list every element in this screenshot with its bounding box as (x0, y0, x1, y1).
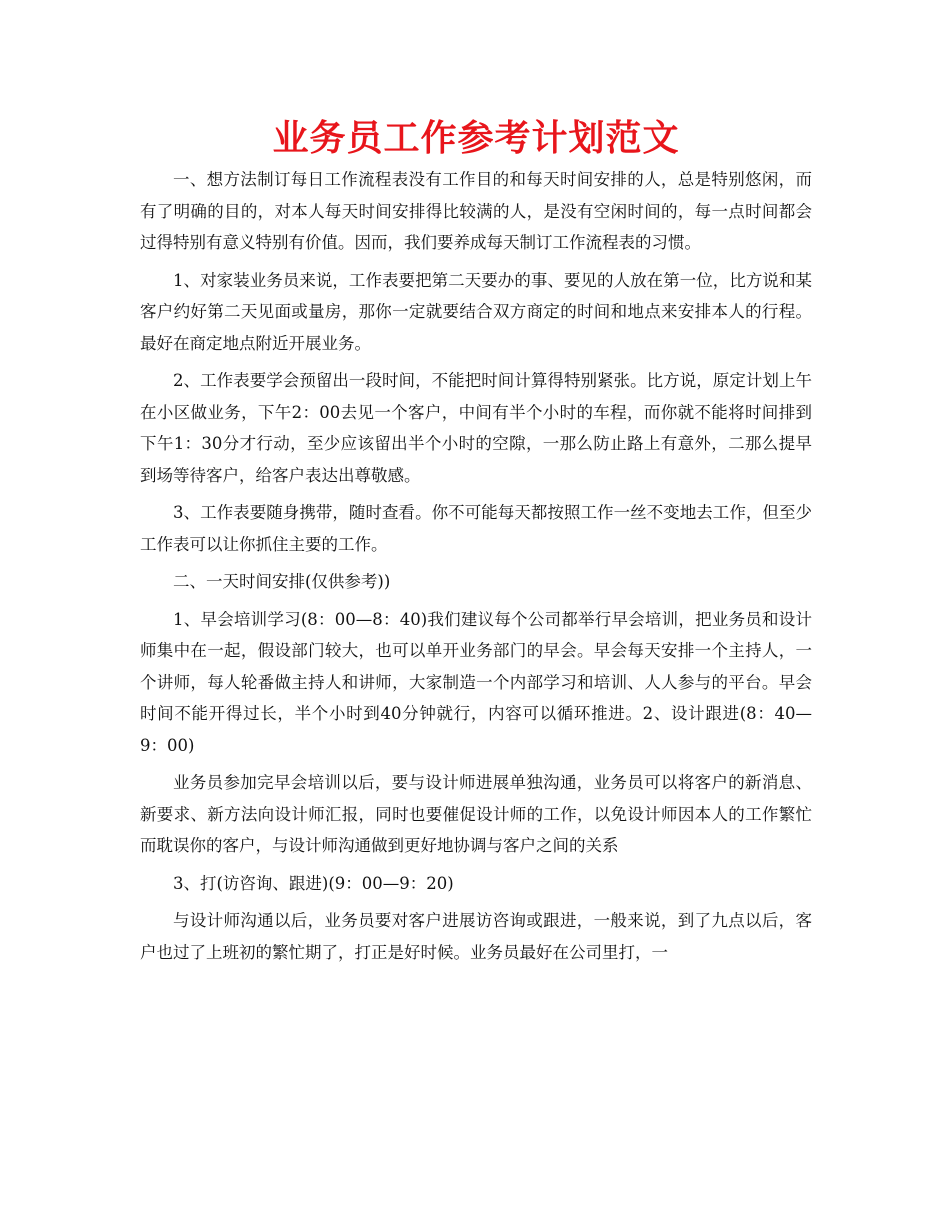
paragraph-8: 3、打(访咨询、跟进)(9：00—9：20) (173, 873, 454, 893)
paragraph-7: 业务员参加完早会培训以后，要与设计师进展单独沟通，业务员可以将客户的新消息、新要求、新方法向设计师汇报，同时也要催促设计师的工作，以免设计师因本人的工作繁忙而耽误你的客户，与设计师沟通做到更好地协调与客户之间的关系 (140, 773, 812, 855)
paragraph-1: 一、想方法制订每日工作流程表没有工作目的和每天时间安排的人，总是特别悠闲，而有了明确的目的，对本人每天时间安排得比较满的人，是没有空闲时间的，每一点时间都会过得特别有意义特别有价值。因而，我们要养成每天制订工作流程表的习惯。 (140, 170, 812, 252)
paragraph-3: 2、工作表要学会预留出一段时间，不能把时间计算得特别紧张。比方说，原定计划上午在小区做业务，下午2：00去见一个客户，中间有半个小时的车程，而你就不能将时间排到下午1：30分才行动，至少应该留出半个小时的空隙，一那么防止路上有意外，二那么提早到场等待客户，给客户表达出尊敬感。 (140, 371, 812, 485)
paragraph-5: 二、一天时间安排(仅供参考)) (173, 572, 391, 591)
paragraph-6: 1、早会培训学习(8：00—8：40)我们建议每个公司都举行早会培训，把业务员和设计师集中在一起，假设部门较大，也可以单开业务部门的早会。早会每天安排一个主持人，一个讲师，每人轮番做主持人和讲师，大家制造一个内部学习和培训、人人参与的平台。早会时间不能开得过长，半个小时到40分钟就行，内容可以循环推进。2、设计跟进(8：40—9：00) (140, 609, 812, 755)
document-title: 业务员工作参考计划范文 (272, 117, 680, 159)
paragraph-2: 1、对家装业务员来说，工作表要把第二天要办的事、要见的人放在第一位，比方说和某客户约好第二天见面或量房，那你一定就要结合双方商定的时间和地点来安排本人的行程。最好在商定地点附近开展业务。 (140, 270, 812, 353)
paragraph-4: 3、工作表要随身携带，随时查看。你不可能每天都按照工作一丝不变地去工作，但至少工作表可以让你抓住主要的工作。 (140, 503, 812, 554)
document-page (140, 112, 812, 974)
paragraph-9: 与设计师沟通以后，业务员要对客户进展访咨询或跟进，一般来说，到了九点以后，客户也过了上班初的繁忙期了，打正是好时候。业务员最好在公司里打，一 (140, 911, 812, 962)
